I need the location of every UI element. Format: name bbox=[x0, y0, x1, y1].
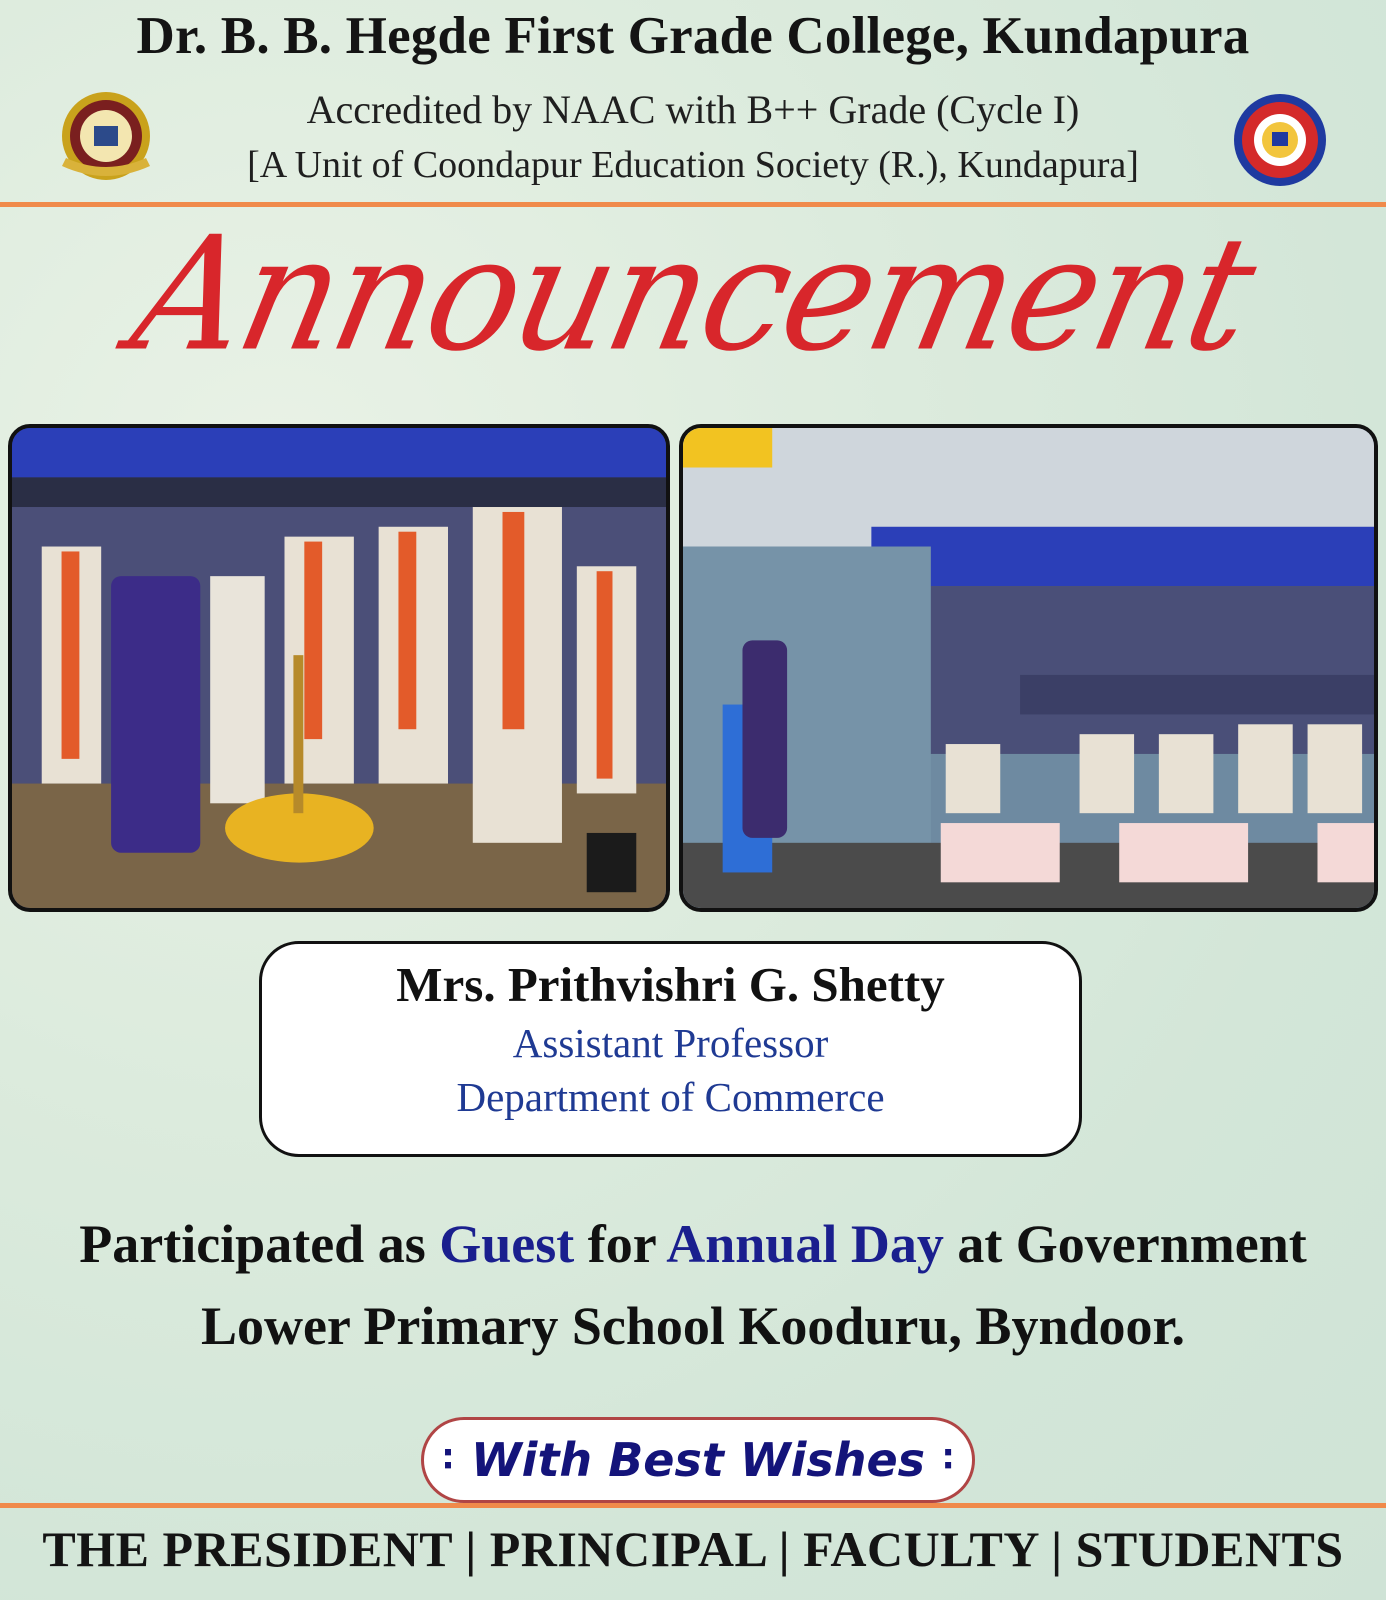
event-photo-lamp-lighting bbox=[8, 424, 670, 912]
message-line-1 bbox=[0, 1203, 1386, 1285]
message-part-1: Participated as bbox=[79, 1214, 440, 1274]
person-department: Department of Commerce bbox=[456, 1074, 885, 1120]
person-name: Mrs. Prithvishri G. Shetty bbox=[396, 957, 945, 1012]
colon-icon: ∶ bbox=[943, 1440, 954, 1480]
event-photo-speech bbox=[679, 424, 1378, 912]
message-event: Annual Day bbox=[666, 1214, 944, 1274]
announcement-title: Announcement bbox=[118, 203, 1268, 387]
accreditation-text: Accredited by NAAC with B++ Grade (Cycle I) bbox=[306, 87, 1080, 132]
message-part-2: for bbox=[574, 1214, 667, 1274]
footer-signatories: THE PRESIDENT | PRINCIPAL | FACULTY | STUDENTS bbox=[42, 1521, 1344, 1577]
message-line-2: Lower Primary School Kooduru, Byndoor. bbox=[200, 1296, 1186, 1356]
best-wishes-text: With Best Wishes bbox=[470, 1433, 926, 1487]
college-name: Dr. B. B. Hegde First Grade College, Kundapura bbox=[136, 7, 1250, 65]
announcement-message bbox=[0, 1203, 1386, 1367]
best-wishes-badge bbox=[421, 1417, 975, 1503]
message-guest: Guest bbox=[439, 1214, 575, 1274]
person-designation: Assistant Professor bbox=[512, 1020, 829, 1066]
society-unit-text: [A Unit of Coondapur Education Society (R.), Kundapura] bbox=[247, 144, 1139, 186]
footer-divider bbox=[0, 1503, 1386, 1508]
person-card bbox=[259, 941, 1082, 1157]
message-part-3: at Government bbox=[943, 1214, 1307, 1274]
colon-icon: ∶ bbox=[442, 1440, 453, 1480]
